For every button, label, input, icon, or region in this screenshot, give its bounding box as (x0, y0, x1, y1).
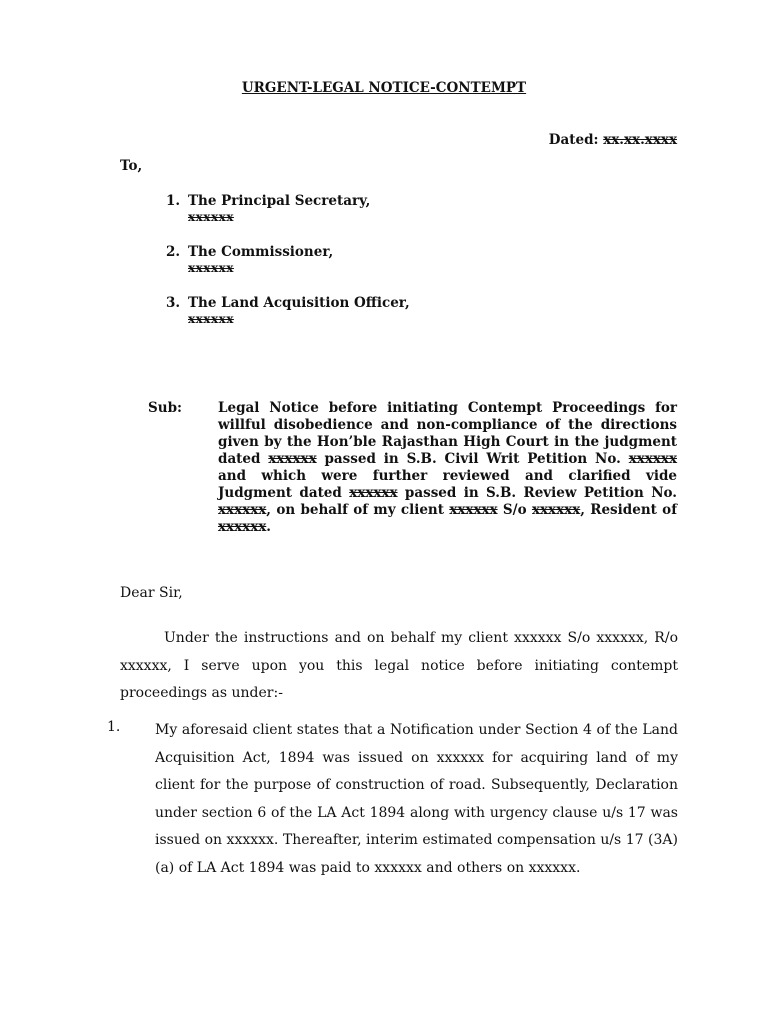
redacted-value: xxxxxx (349, 485, 398, 501)
subject-segment: , on behalf of my client (266, 502, 450, 518)
item-paragraph: My aforesaid client states that a Notification under Section 4 of the Land Acquisition Act, 1894 was issued on xxxxxx for acquiring land of my client for the purpose of construction of road. Subsequently, Declaration under section 6 of the LA Act 1894 along with urgency clause u/s 17 was issued on xxxxxx. Thereafter, interim estimated compensation u/s 17 (3A) (a) of LA Act 1894 was paid to xxxxxx and others on xxxxxx. (155, 722, 678, 876)
addressee-detail: xxxxxx (188, 312, 234, 326)
redacted-value: xxxxxx (218, 519, 267, 535)
redacted-value: xxxxxx (531, 502, 581, 518)
subject-text (218, 400, 677, 536)
document-title-text: URGENT-LEGAL NOTICE-CONTEMPT (241, 80, 527, 96)
addressee-number: 2. (166, 244, 181, 260)
addressee-2 (166, 244, 333, 275)
addressee-1 (166, 193, 370, 224)
subject-segment: and which were further reviewed and clarified vide Judgment dated (218, 468, 677, 501)
dated-line (549, 132, 677, 148)
redacted-value: xxxxxx (218, 502, 267, 518)
subject-label: Sub: (148, 400, 182, 416)
addressee-number: 1. (166, 193, 181, 209)
item-number: 1. (107, 719, 121, 735)
addressee-detail: xxxxxx (188, 210, 234, 224)
redacted-value: xxxxxx (449, 502, 498, 518)
subject-segment: passed in S.B. Review Petition No. (397, 485, 677, 501)
dated-value: xx.xx.xxxx (603, 132, 677, 148)
subject-segment: . (266, 519, 271, 535)
addressee-number: 3. (166, 295, 181, 311)
intro-paragraph: Under the instructions and on behalf my client xxxxxx S/o xxxxxx, R/o xxxxxx, I serve upon you this legal notice before initiating contempt proceedings as under:- (120, 630, 678, 701)
addressee-designation: The Commissioner, (188, 244, 334, 260)
subject-segment: S/o (497, 502, 532, 518)
addressee-detail: xxxxxx (188, 261, 234, 275)
to-label: To, (120, 158, 143, 174)
dated-label: Dated: (548, 132, 599, 148)
subject-segment: passed in S.B. Civil Writ Petition No. (316, 451, 629, 467)
salutation: Dear Sir, (120, 585, 183, 601)
document-title (0, 80, 768, 96)
addressee-designation: The Principal Secretary, (188, 193, 371, 209)
subject-segment: , Resident of (580, 502, 677, 518)
addressee-designation: The Land Acquisition Officer, (188, 295, 410, 311)
addressee-3 (166, 295, 410, 326)
subject-segment: Legal Notice before initiating Contempt Proceedings for willful disobedience and non-compliance of the directions given by the Hon’ble Rajasthan High Court in the judgment dated (218, 400, 677, 467)
redacted-value: xxxxxx (628, 451, 678, 467)
redacted-value: xxxxxx (268, 451, 317, 467)
